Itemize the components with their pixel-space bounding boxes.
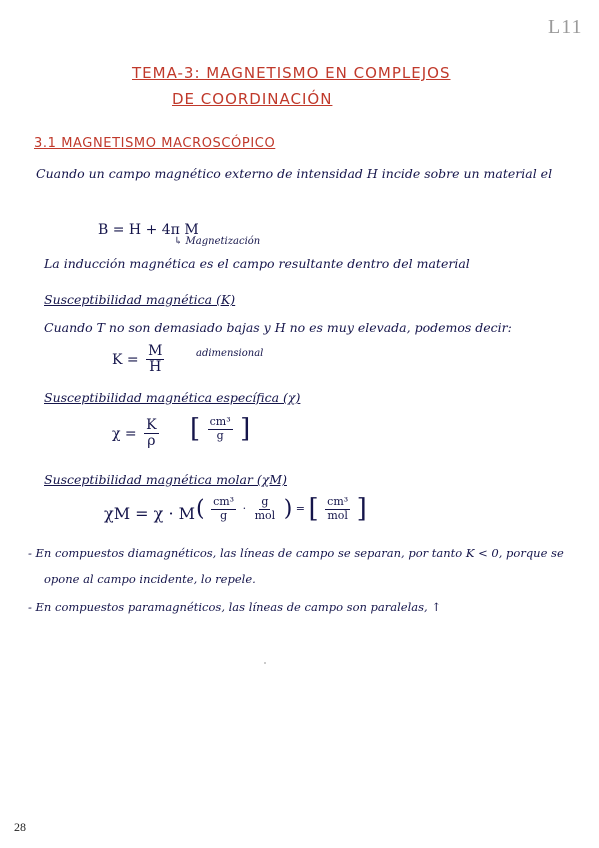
- equation-chi-molar: χM = χ · M: [104, 504, 195, 523]
- induction-text: La inducción magnética es el campo resultante dentro del material: [44, 256, 470, 271]
- specific-susceptibility-heading: Susceptibilidad magnética específica (χ): [44, 390, 301, 405]
- dimensionless-note: adimensional: [196, 348, 264, 359]
- equation-k-fraction: [146, 344, 164, 376]
- chi-units: [ $\frac{\text{cm³}}{g}$ ]: [190, 414, 251, 444]
- equation-chi-lhs: χ =: [112, 425, 137, 442]
- chi-unit-fraction: $\frac{\text{cm³}}{g}$: [209, 415, 231, 442]
- susceptibility-text: Cuando T no son demasiado bajas y H no es muy elevada, podemos decir:: [44, 320, 512, 335]
- molar-susceptibility-heading: Susceptibilidad magnética molar (χM): [44, 472, 287, 487]
- equation-chi: [112, 418, 162, 450]
- equation-k-lhs: K =: [112, 351, 139, 368]
- paper-speck: [264, 662, 266, 664]
- bullet-diamagnetic: - En compuestos diamagnéticos, las líneas de campo se separan, por tanto K < 0, porque se: [28, 546, 564, 560]
- equation-chi-fraction: [144, 418, 158, 450]
- equation-chi-den: ρ: [147, 433, 156, 450]
- corner-label: L11: [548, 16, 583, 38]
- page-number: 28: [14, 820, 26, 834]
- molar-units: ( $\frac{\text{cm³}}{g}$ · $\frac{g}{\text{mol}}$ ) = [ $\frac{\text{cm³}}{\text{mol}}$ ]: [196, 494, 367, 524]
- equation-k: [112, 344, 167, 376]
- susceptibility-heading: Susceptibilidad magnética (K): [44, 292, 236, 307]
- equation-b-note: ↳ Magnetización: [174, 236, 261, 247]
- bullet-diamagnetic-cont: opone al campo incidente, lo repele.: [44, 572, 256, 586]
- section-heading: 3.1 MAGNETISMO MACROSCÓPICO: [34, 136, 276, 151]
- title-line-2: DE COORDINACIÓN: [172, 90, 333, 108]
- equation-b: B = H + 4π M: [98, 222, 199, 238]
- equation-chi-num: K: [146, 417, 157, 433]
- equation-k-num: M: [148, 343, 163, 359]
- intro-text: Cuando un campo magnético externo de intensidad H incide sobre un material el: [36, 166, 553, 181]
- equation-k-den: H: [149, 359, 162, 376]
- title-line-1: TEMA-3: MAGNETISMO EN COMPLEJOS: [132, 64, 451, 82]
- bullet-paramagnetic: - En compuestos paramagnéticos, las líneas de campo son paralelas, ↑: [28, 600, 441, 614]
